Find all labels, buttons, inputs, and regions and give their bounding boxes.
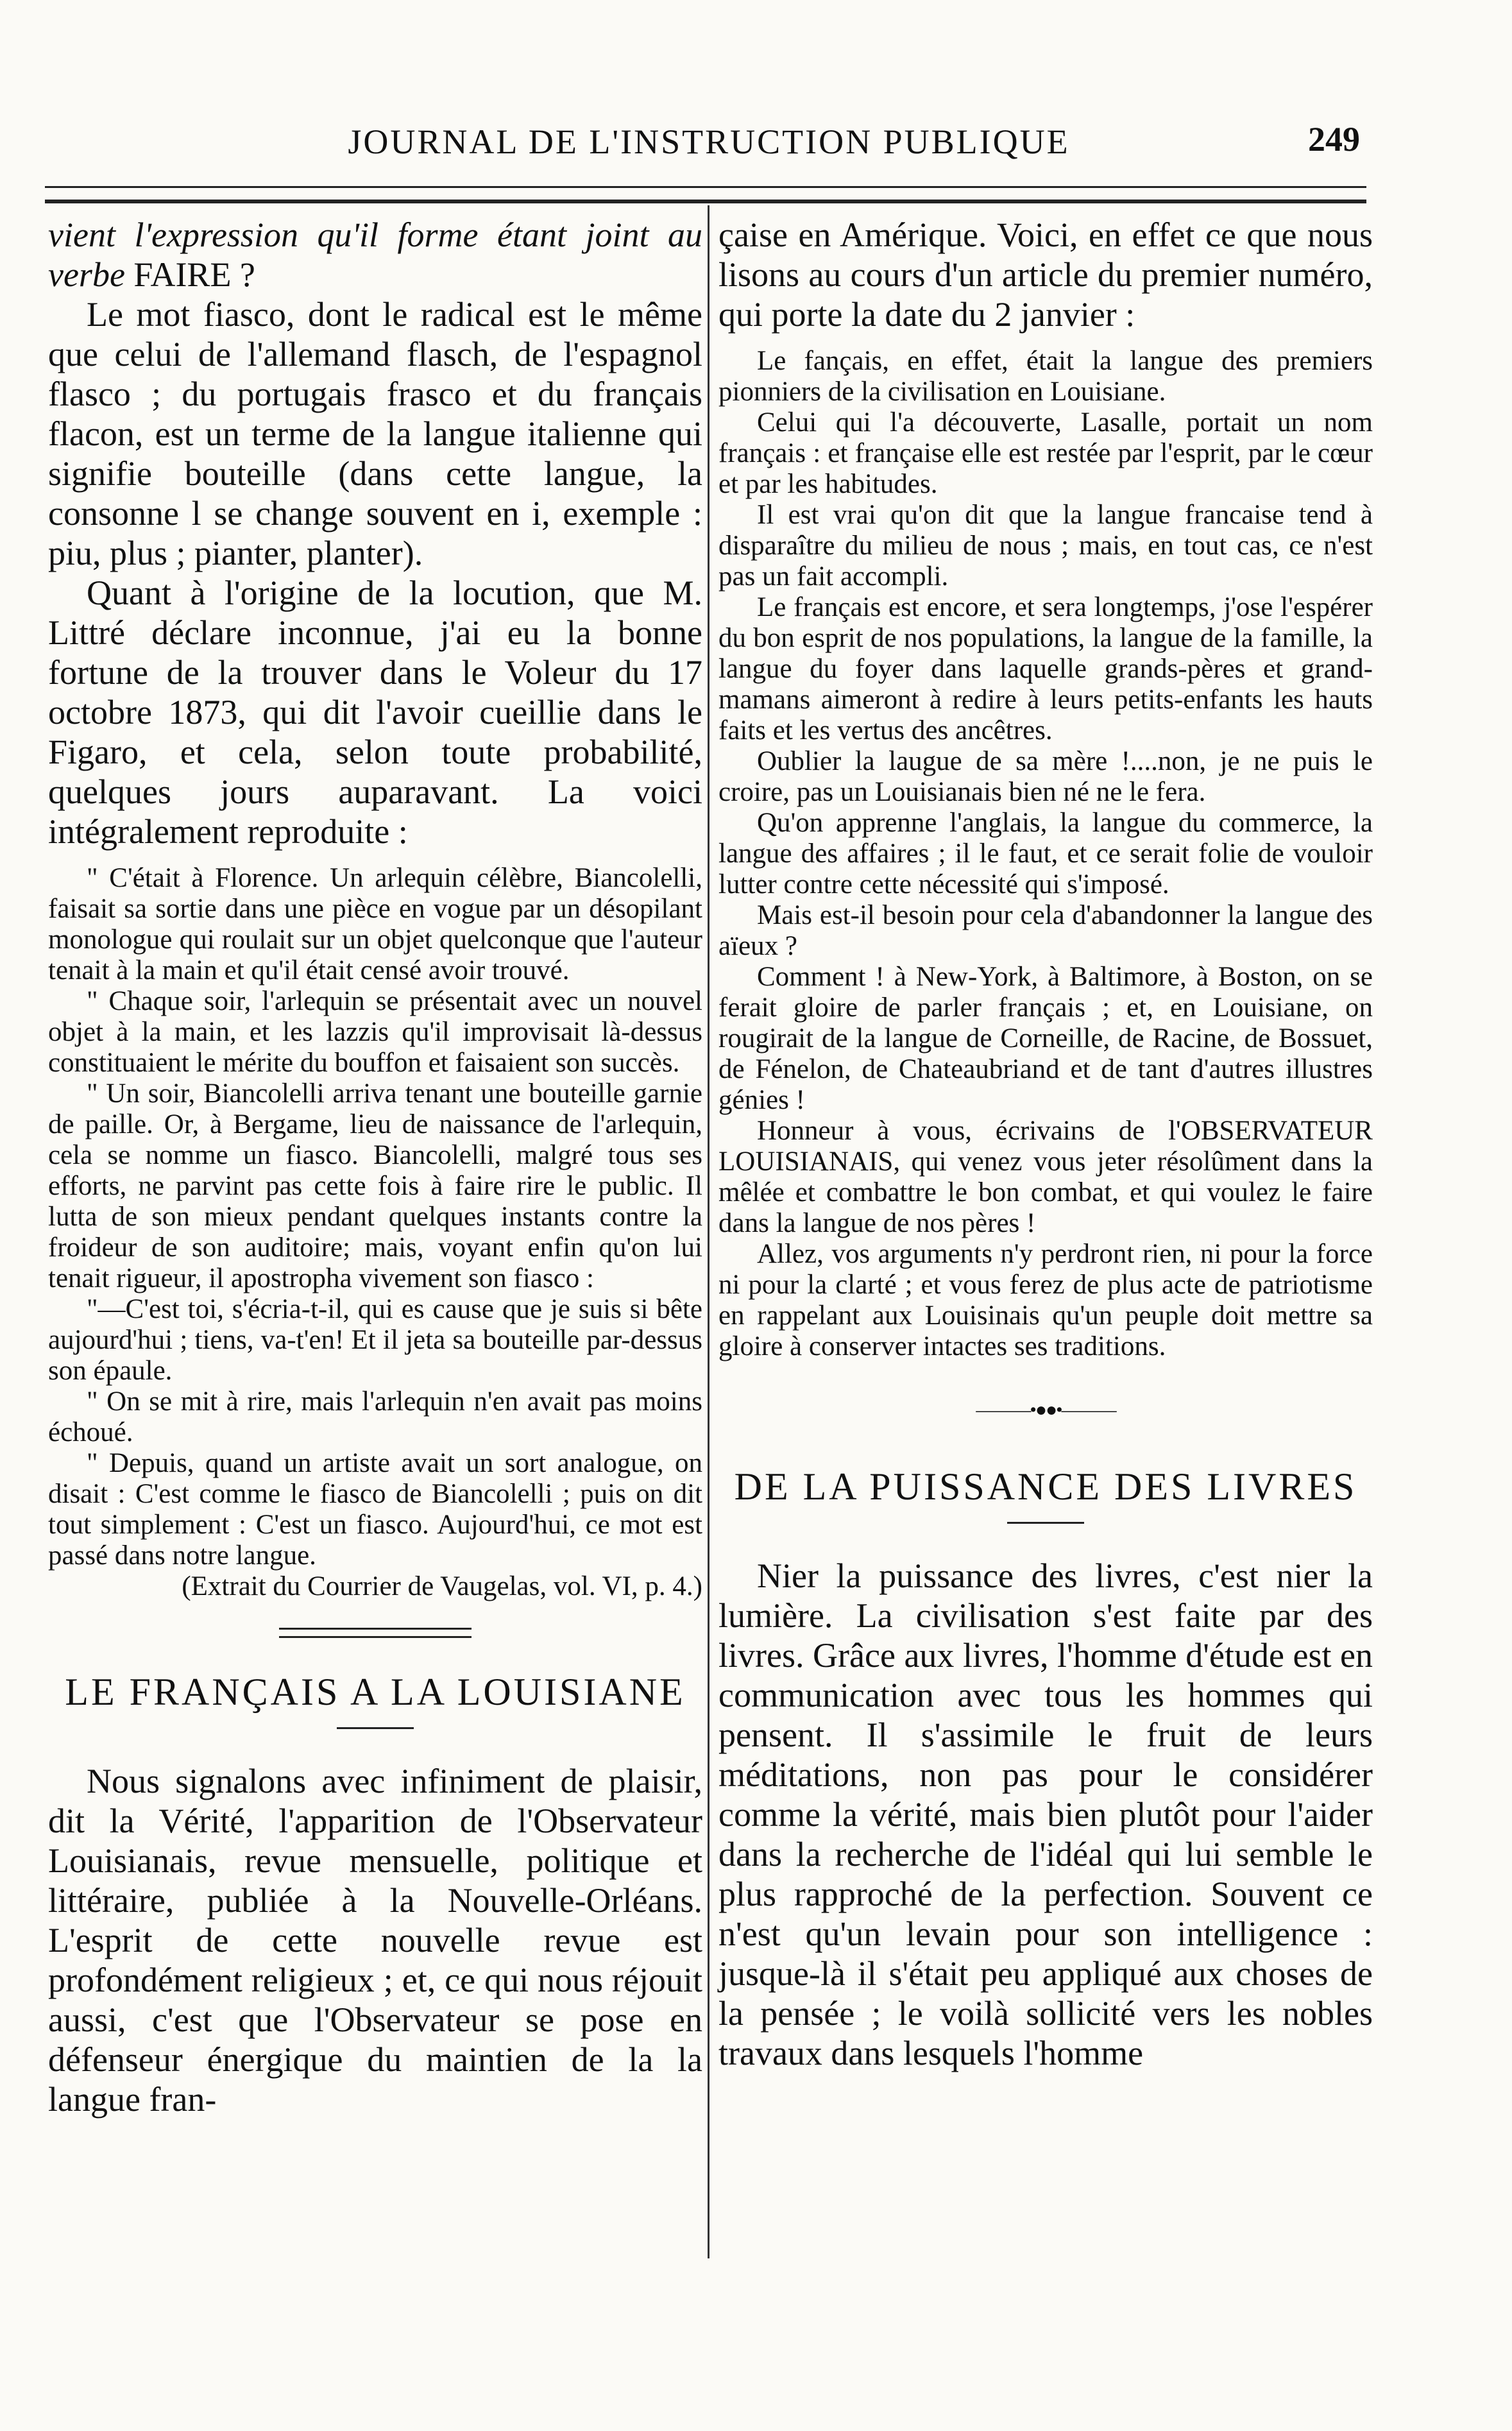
- quote-paragraph: "—C'est toi, s'écria-t-il, qui es cause que je suis si bête aujourd'hui ; tiens, va-t'en! Et il jeta sa bouteille par-dessus son épaule.: [48, 1294, 702, 1386]
- section-title-louisiane: LE FRANÇAIS A LA LOUISIANE: [65, 1671, 686, 1713]
- quote-paragraph: " On se mit à rire, mais l'arlequin n'en avait pas moins échoué.: [48, 1386, 702, 1447]
- quote-paragraph: Qu'on apprenne l'anglais, la langue du commerce, la langue des affaires ; il le faut, et ce serait folie de vouloir lutter contre cette nécessité qui s'imposé.: [718, 808, 1373, 900]
- quote-paragraph: Comment ! à New-York, à Baltimore, à Boston, on se ferait gloire de parler français ; et, en Louisiane, on rougirait de la langue de Corneille, de Racine, de Bossuet, de Fénelon, de Chateaubriand et de tant d'autres illustres génies !: [718, 962, 1373, 1115]
- title-rule: [337, 1727, 414, 1729]
- intro-line: [48, 215, 702, 294]
- paragraph-origin: Quant à l'origine de la locution, que M. Littré déclare inconnue, j'ai eu la bonne fortune de la trouver dans le Voleur du 17 octobre 1873, qui dit l'avoir cueillie dans le Figaro, et cela, selon toute probabilité, quelques jours auparavant. La voici intégralement reproduite :: [48, 574, 702, 851]
- intro-verb: FAIRE ?: [133, 255, 255, 294]
- quote-paragraph: " Chaque soir, l'arlequin se présentait avec un nouvel objet à la main, et les lazzis qu'il improvisait là-dessus constituaient le mérite du bouffon et faisaient son succès.: [48, 986, 702, 1078]
- left-column: [48, 215, 702, 2119]
- right-column: [718, 215, 1373, 2073]
- running-title: JOURNAL DE L'INSTRUCTION PUBLIQUE: [348, 123, 1070, 161]
- quote-paragraph: " C'était à Florence. Un arlequin célèbre, Biancolelli, faisait sa sortie dans une pièce en vogue par un désopilant monologue qui roulait sur un objet quelconque que l'auteur tenait à la main et qu'il était censé avoir trouvé.: [48, 863, 702, 985]
- page-header: [45, 96, 1373, 173]
- quote-paragraph: Le fançais, en effet, était la langue des premiers pionniers de la civilisation en Louisiane.: [718, 346, 1373, 407]
- section-title-livres: DE LA PUISSANCE DES LIVRES: [734, 1465, 1357, 1508]
- paragraph-fiasco: Le mot fiasco, dont le radical est le même que celui de l'allemand flasch, de l'espagnol flasco ; du portugais frasco et du français flacon, est un terme de la langue italienne qui signifie bouteille (dans cette langue, la consonne l se change souvent en i, exemple : piu, plus ; pianter, planter).: [48, 295, 702, 572]
- quote-paragraph: Le français est encore, et sera longtemps, j'ose l'espérer du bon esprit de nos populations, la langue de la famille, la langue du foyer dans laquelle grands-pères et grand-mamans aimeront à redire à leurs petits-enfants les hauts faits et les vertus des ancêtres.: [718, 592, 1373, 746]
- quote-paragraph: Honneur à vous, écrivains de l'OBSERVATEUR LOUISIANAIS, qui venez vous jeter résolûment dans la mêlée et combattre le bon combat, et qui voulez le faire dans la langue de nos pères !: [718, 1116, 1373, 1238]
- quote-paragraph: Allez, vos arguments n'y perdront rien, ni pour la force ni pour la clarté ; et vous ferez de plus acte de patriotisme en rappelant aux Louisinais qu'un peuple doit mettre sa gloire à conserver intactes ses traditions.: [718, 1239, 1373, 1361]
- paragraph-louisiane: Nous signalons avec infiniment de plaisir, dit la Vérité, l'apparition de l'Observateur Louisianais, revue mensuelle, politique et littéraire, publiée à la Nouvelle-Orléans. L'esprit de cette nouvelle revue est profondément religieux ; et, ce qui nous réjouit aussi, c'est que l'Observateur se pose en défenseur énergique du maintien de la la langue fran-: [48, 1762, 702, 2119]
- quote-paragraph: Oublier la laugue de sa mère !....non, je ne puis le croire, pas un Louisianais bien né ne le fera.: [718, 746, 1373, 807]
- quote-paragraph: Celui qui l'a découverte, Lasalle, portait un nom français : et française elle est restée par l'esprit, par le cœur et par les habitudes.: [718, 407, 1373, 499]
- title-rule: [1007, 1522, 1084, 1524]
- header-double-rule: [45, 186, 1366, 203]
- intro-italic: vient l'expression qu'il forme étant joint au verbe: [48, 216, 702, 294]
- page-number: 249: [1308, 120, 1360, 158]
- column-divider: [708, 205, 709, 2258]
- quote-paragraph: Il est vrai qu'on dit que la langue francaise tend à disparaître du milieu de nous ; mais, en tout cas, ce n'est pas un fait accompli.: [718, 500, 1373, 592]
- ornament-divider: ———•●●•———: [976, 1399, 1116, 1420]
- paragraph-livres: Nier la puissance des livres, c'est nier la lumière. La civilisation s'est faite par des livres. Grâce aux livres, l'homme d'étude est en communication avec tous les hommes qui pensent. Il s'assimile le fruit de leurs méditations, non pas pour le considérer comme la vérité, mais bien plutôt pour l'aider dans la recherche de l'idéal qui lui semble le plus rapproché de la perfection. Souvent ce n'est qu'un levain pour son intelligence : jusque-là il s'était peu appliqué aux choses de la pensée ; le voilà sollicité vers les nobles travaux dans lesquels l'homme: [718, 1557, 1373, 2072]
- section-separator: [279, 1628, 471, 1638]
- source-citation: (Extrait du Courrier de Vaugelas, vol. VI, p. 4.): [182, 1571, 702, 1601]
- quote-paragraph: " Depuis, quand un artiste avait un sort analogue, on disait : C'est comme le fiasco de Biancolelli ; puis on dit tout simplement : C'est un fiasco. Aujourd'hui, ce mot est passé dans notre langue.: [48, 1448, 702, 1571]
- paragraph-continuation: çaise en Amérique. Voici, en effet ce que nous lisons au cours d'un article du premier numéro, qui porte la date du 2 janvier :: [718, 216, 1373, 334]
- quote-paragraph: " Un soir, Biancolelli arriva tenant une bouteille garnie de paille. Or, à Bergame, lieu de naissance de l'arlequin, cela se nomme un fiasco. Biancolelli, malgré tous ses efforts, ne parvint pas cette fois à faire rire le public. Il lutta de son mieux pendant quelques instants contre la froideur de son auditoire; mais, voyant enfin qu'on lui tenait rigueur, il apostropha vivement son fiasco :: [48, 1079, 702, 1293]
- quote-paragraph: Mais est-il besoin pour cela d'abandonner la langue des aïeux ?: [718, 900, 1373, 961]
